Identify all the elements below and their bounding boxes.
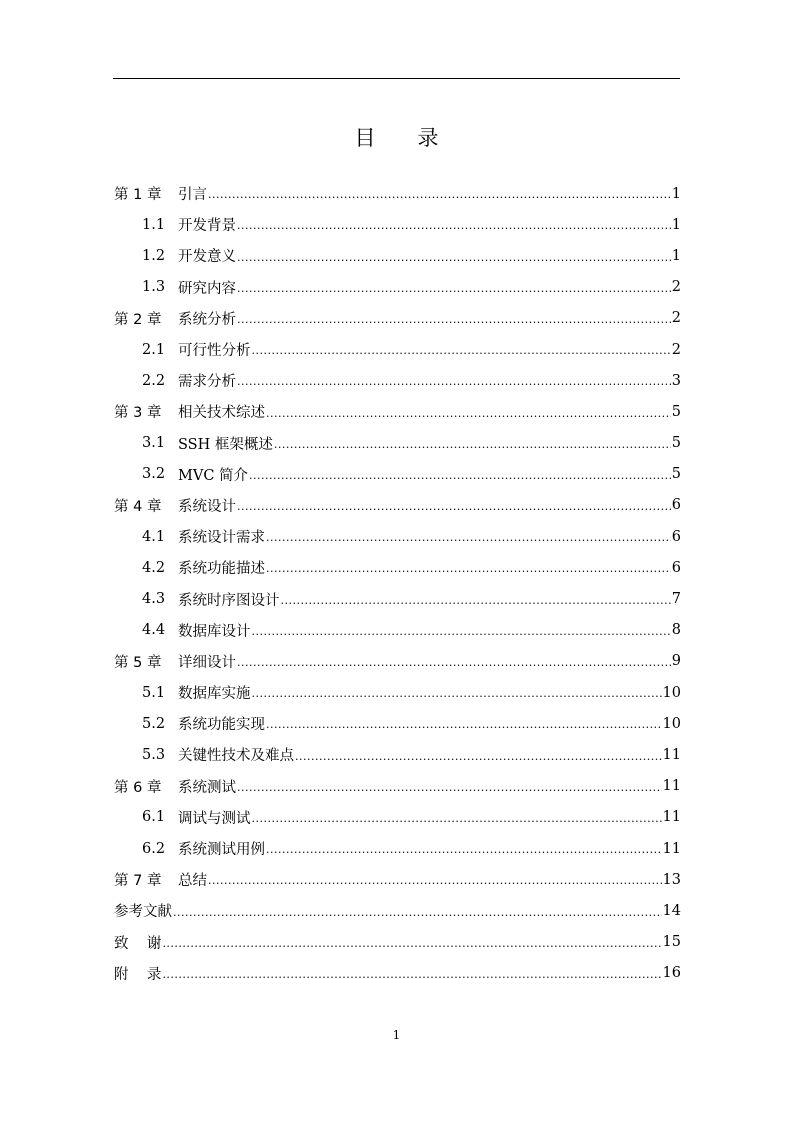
toc-entry-page: 10 [662,684,681,701]
toc-entry-number: 4.4 [142,622,166,639]
toc-entry-page: 6 [671,528,681,545]
header-rule [113,78,680,79]
toc-leader-dots [252,813,662,833]
toc-entry-label: 致 谢 [114,935,162,952]
toc-entry[interactable] [114,677,681,708]
toc-leader-dots [237,220,671,240]
toc-entry-label: 关键性技术及难点 [178,748,294,765]
toc-entry-page: 1 [671,216,681,233]
toc-leader-dots [162,969,661,989]
toc-leader-dots [249,470,671,490]
toc-entry-number: 第 2 章 [114,311,162,328]
toc-leader-dots [237,782,662,802]
toc-entry-number: 6.1 [142,809,166,826]
toc-leader-dots [237,314,671,334]
toc-entry-page: 13 [662,871,681,888]
toc-entry-number: 第 5 章 [114,654,162,671]
toc-entry-number: 第 1 章 [114,187,162,204]
toc-leader-dots [295,751,662,771]
toc-entry[interactable] [114,552,681,583]
toc-entry-label: 系统测试 [178,779,236,796]
toc-entry-number: 2.1 [142,341,166,358]
toc-entry-label: SSH 框架概述 [178,436,273,453]
toc-entry-page: 10 [662,715,681,732]
toc-entry-page: 15 [662,934,681,951]
toc-leader-dots [266,563,671,583]
toc-entry-page: 2 [671,341,681,358]
toc-entry[interactable] [114,615,681,646]
toc-entry[interactable] [114,303,681,334]
toc-entry[interactable] [114,802,681,833]
toc-entry-page: 1 [671,247,681,264]
toc-entry-label: MVC 简介 [178,467,249,484]
toc-entry-number: 5.1 [142,684,166,701]
toc-entry-number: 3.2 [142,466,166,483]
toc-entry-page: 5 [671,403,681,420]
toc-entry[interactable] [114,396,681,427]
toc-entry[interactable] [114,958,681,989]
toc-entry[interactable] [114,771,681,802]
toc-entry-page: 6 [671,497,681,514]
toc-entry[interactable] [114,583,681,614]
toc-entry-page: 8 [671,622,681,639]
toc-entry-label: 系统测试用例 [178,842,265,859]
toc-entry-label: 系统功能实现 [178,717,265,734]
toc-entry-number: 1.2 [142,247,166,264]
toc-entry-page: 7 [671,591,681,608]
toc-entry[interactable] [114,895,681,926]
toc-entry-label: 附 录 [114,966,162,983]
toc-title: 目录 [354,126,481,150]
toc-entry-label: 需求分析 [178,374,236,391]
toc-entry-page: 11 [662,809,681,826]
toc-entry-page: 9 [671,653,681,670]
toc-entry-label: 相关技术综述 [178,405,265,422]
toc-entry[interactable] [114,459,681,490]
toc-entry[interactable] [114,864,681,895]
toc-leader-dots [252,345,671,365]
toc-entry-page: 2 [671,279,681,296]
toc-entry-page: 11 [662,778,681,795]
toc-leader-dots [237,501,671,521]
toc-entry[interactable] [114,178,681,209]
toc-entry-page: 5 [671,466,681,483]
toc-entry[interactable] [114,365,681,396]
toc-entry-label: 系统设计 [178,498,236,515]
toc-entry[interactable] [114,272,681,303]
toc-entry-page: 2 [671,310,681,327]
toc-leader-dots [208,189,671,209]
toc-entry-label: 数据库实施 [178,686,251,703]
toc-entry-label: 引言 [178,187,207,204]
toc-entry[interactable] [114,428,681,459]
toc-leader-dots [266,844,662,864]
toc-entry-number: 3.1 [142,435,166,452]
toc-entry[interactable] [114,209,681,240]
toc-entry-label: 详细设计 [178,654,236,671]
toc-entry-label: 系统时序图设计 [178,592,280,609]
toc-leader-dots [266,532,671,552]
toc-entry[interactable] [114,833,681,864]
toc-entry[interactable] [114,490,681,521]
toc-entry-label: 开发意义 [178,249,236,266]
toc-leader-dots [266,408,671,428]
toc-leader-dots [237,376,671,396]
toc-entry[interactable] [114,927,681,958]
toc-entry-page: 16 [662,965,681,982]
toc-entry-number: 第 3 章 [114,405,162,422]
toc-entry-number: 5.2 [142,715,166,732]
toc-entry-label: 数据库设计 [178,623,251,640]
toc-entry-number: 第 4 章 [114,498,162,515]
toc-entry-number: 5.3 [142,746,166,763]
toc-entry-page: 6 [671,559,681,576]
toc-entry-number: 第 6 章 [114,779,162,796]
toc-entry-label: 系统功能描述 [178,561,265,578]
toc-entry-label: 参考文献 [114,904,172,921]
toc-entry-page: 3 [671,372,681,389]
toc-entry-label: 系统设计需求 [178,530,265,547]
toc-entry-label: 总结 [178,873,207,890]
toc-leader-dots [281,595,671,615]
toc-leader-dots [173,907,662,927]
toc-entry-page: 11 [662,746,681,763]
toc-entry-label: 研究内容 [178,280,236,297]
toc-entry-number: 1.1 [142,216,166,233]
toc-entry-number: 4.3 [142,591,166,608]
toc-entry-number: 第 7 章 [114,873,162,890]
toc-entry[interactable] [114,240,681,271]
toc-entry-label: 调试与测试 [178,810,251,827]
toc-leader-dots [237,252,671,272]
page-number: 1 [392,1028,401,1042]
toc-entry-number: 6.2 [142,840,166,857]
toc-entry-number: 4.2 [142,559,166,576]
toc-entry-page: 1 [671,185,681,202]
toc-leader-dots [252,688,662,708]
toc-leader-dots [237,657,671,677]
toc-leader-dots [237,283,671,303]
toc-entry[interactable] [114,739,681,770]
toc-leader-dots [208,875,662,895]
toc-entry[interactable] [114,708,681,739]
toc-entry-page: 14 [662,902,681,919]
toc-leader-dots [252,626,671,646]
toc-leader-dots [274,439,671,459]
toc-entry[interactable] [114,334,681,365]
toc-entry-label: 开发背景 [178,218,236,235]
toc-leader-dots [266,719,662,739]
toc-entry-page: 11 [662,840,681,857]
toc-entry-number: 4.1 [142,528,166,545]
toc-entry-label: 系统分析 [178,311,236,328]
toc-entry-label: 可行性分析 [178,343,251,360]
toc-entry[interactable] [114,521,681,552]
toc-leader-dots [162,938,661,958]
toc-entry-number: 2.2 [142,372,166,389]
table-of-contents [114,178,681,989]
toc-entry[interactable] [114,646,681,677]
toc-entry-number: 1.3 [142,279,166,296]
toc-entry-page: 5 [671,435,681,452]
